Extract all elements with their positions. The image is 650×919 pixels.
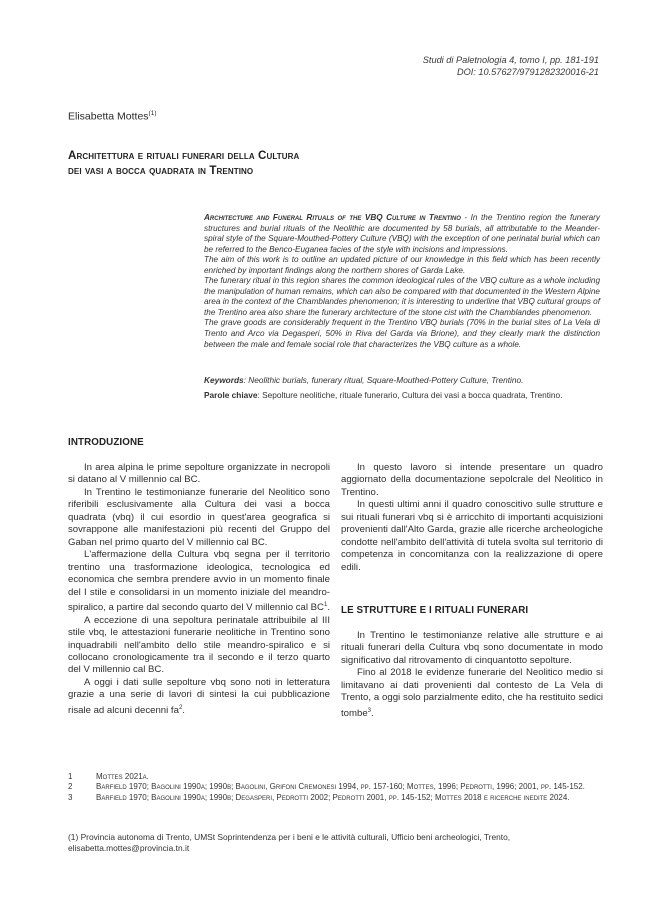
intro-paragraph-3-end: . <box>327 602 330 614</box>
footnote-text: Barfield 1970; Bagolini 1990a; 1990b; Bagolini, Grifoni Cremonesi 1994, pp. 157-160; Mottes, 1996; Pedrotti, 1996; 2001, pp. 145-152. <box>96 782 585 792</box>
intro-paragraph-3-text: L'affermazione della Cultura vbq segna per il territorio trentino una trasformazione ideologica, tecnologica ed economica che sembra prendere avvio in un momento finale del I stile e consolidarsi in un momento iniziale del meandro-spiralico, a partire dal secondo quarto del V millennio cal BC <box>68 549 330 614</box>
abstract-paragraph-2: The aim of this work is to outline an updated picture of our knowledge in this field which has been recently enriched by important findings along the northern shores of Garda Lake. <box>204 255 600 275</box>
keywords-label: Keywords <box>204 375 244 385</box>
right-column-intro <box>341 462 603 574</box>
footnote-text: Barfield 1970; Bagolini 1990a; 1990b; Degasperi, Pedrotti 2002; Pedrotti 2001, pp. 145-152; Mottes 2018 e ricerche inedite 2024. <box>96 792 570 802</box>
footnote-ref-1[interactable]: 1 <box>323 601 328 608</box>
parole-chiave-label: Parole chiave <box>204 390 258 400</box>
abstract-paragraph-4: The grave goods are considerably frequent in the Trentino VBQ burials (70% in the burial sites of La Vela di Trento and Arco via Degasperi, 50% in Riva del Garda via Brione), and they clearly mark the distinction between the male and female social role that characterizes the VBQ culture as a whole. <box>204 318 600 349</box>
abstract-paragraph-1 <box>204 213 600 255</box>
right-column-strutture <box>341 630 603 720</box>
abstract-paragraph-3: The funerary ritual in this region shares the common ideological rules of the VBQ culture as a whole including the manipulation of human remains, which can also be compared with that documented in the Western Alpine area in the context of the Chamblandes phenomenon; it is interesting to underline that VBQ cultural groups of the Trentino area also share the funerary architecture of the stone cist with the Chamblandes phenomenon. <box>204 276 600 317</box>
parole-chiave <box>204 390 624 401</box>
footnote-ref-3[interactable]: 3 <box>367 707 372 714</box>
keywords <box>204 375 624 386</box>
keywords-text: : Neolithic burials, funerary ritual, Square-Mouthed-Pottery Culture, Trentino. <box>243 375 524 385</box>
author-affiliation: (1) Provincia autonoma di Trento, UMSt Soprintendenza per i beni e le attività culturali, Ufficio beni archeologici, Trento, elisabetta.mottes@provincia.tn.it <box>68 832 511 853</box>
footnote-ref-2[interactable]: 2 <box>178 704 183 711</box>
footnote-text: Mottes 2021a. <box>96 772 149 781</box>
intro-right-paragraph-2: In questi ultimi anni il quadro conoscitivo sulle strutture e sui rituali funerari vbq si è arricchito di importanti acquisizioni provenienti dall'Alto Garda, grazie alle ricerche archeologiche condotte nell'ambito dell'attività di tutela svolta sul territorio di competenza in concomitanza con la realizzazione di opere edili. <box>341 499 603 573</box>
intro-paragraph-5-text: A oggi i dati sulle sepolture vbq sono noti in letteratura grazie a una serie di lavori di sintesi la cui pubblicazione risale ad alcuni decenni fa <box>68 676 330 716</box>
footnote-1 <box>68 772 608 782</box>
strutture-paragraph-2-text: Fino al 2018 le evidenze funerarie del Neolitico medio si limitavano ai dati provenienti dal contesto de La Vela di Trento, a oggi solo parzialmente edito, che ha restituito sedici tombe <box>341 667 603 719</box>
title-line-1: Architettura e rituali funerari della Cultura <box>68 149 300 162</box>
strutture-paragraph-1: In Trentino le testimonianze relative alle strutture e ai rituali funerari della Cultura vbq sono documentate in modo significativo dal ritrovamento di cinquantotto sepolture. <box>341 630 603 666</box>
footnote-number: 3 <box>68 792 73 802</box>
doi: DOI: 10.57627/9791282320016-21 <box>456 67 599 77</box>
section-heading-introduzione: INTRODUZIONE <box>68 437 144 448</box>
footnote-number: 2 <box>68 782 73 792</box>
intro-paragraph-2: In Trentino le testimonianze funerarie del Neolitico sono riferibili esclusivamente alla Cultura dei vasi a bocca quadrata (vbq) il cui esordio in quest'area geografica si sovrappone alle manifestazioni più recenti del Gruppo del Gaban nel primo quarto del V millennio cal BC. <box>68 486 330 548</box>
strutture-paragraph-2-end: . <box>371 707 374 719</box>
journal-reference: Studi di Paletnologia 4, tomo I, pp. 181-191 <box>422 55 599 65</box>
abstract-lead-title: Architecture and Funeral Rituals of the VBQ Culture in Trentino <box>204 213 461 222</box>
intro-paragraph-3 <box>68 549 330 614</box>
intro-paragraph-4: A eccezione di una sepoltura perinatale attribuibile al III stile vbq, le attestazioni funerarie neolitiche in Trentino sono inquadrabili nell'ambito dello stile meandro-spiralico e si collocano cronologicamente tra il secondo e il terzo quarto del V millennio cal BC. <box>68 614 330 676</box>
section-heading-strutture: LE STRUTTURE E I RITUALI FUNERARI <box>341 605 529 616</box>
footnotes <box>68 772 608 803</box>
intro-paragraph-1: In area alpina le prime sepolture organizzate in necropoli si datano al V millennio cal BC. <box>68 462 330 486</box>
intro-right-paragraph-1: In questo lavoro si intende presentare un quadro aggiornato della documentazione sepolcrale del Neolitico in Trentino. <box>341 462 603 498</box>
footnote-2 <box>68 782 608 792</box>
footnote-number: 1 <box>68 772 73 781</box>
intro-paragraph-5-end: . <box>182 704 185 716</box>
paper-title <box>68 148 398 178</box>
left-column <box>68 462 330 717</box>
title-line-2: dei vasi a bocca quadrata in Trentino <box>68 164 254 177</box>
author-name: Elisabetta Mottes <box>68 110 149 123</box>
parole-chiave-text: : Sepolture neolitiche, rituale funerario, Cultura dei vasi a bocca quadrata, Trentino. <box>257 390 563 400</box>
author <box>68 110 157 123</box>
abstract-text-1: - In the Trentino region the funerary structures and burial rituals of the Neolithic are documented by 58 burials, all attributable to the Meander-spiral style of the Square-Mouthed-Pottery Culture (VBQ) with the exception of one perinatal burial which can be referred to the Benco-Euganea facies of the style with incisions and impressions. <box>204 213 600 254</box>
author-affiliation-ref: (1) <box>148 110 157 117</box>
abstract <box>204 213 600 350</box>
intro-paragraph-5 <box>68 677 330 718</box>
footnote-3 <box>68 793 608 803</box>
strutture-paragraph-2 <box>341 667 603 720</box>
